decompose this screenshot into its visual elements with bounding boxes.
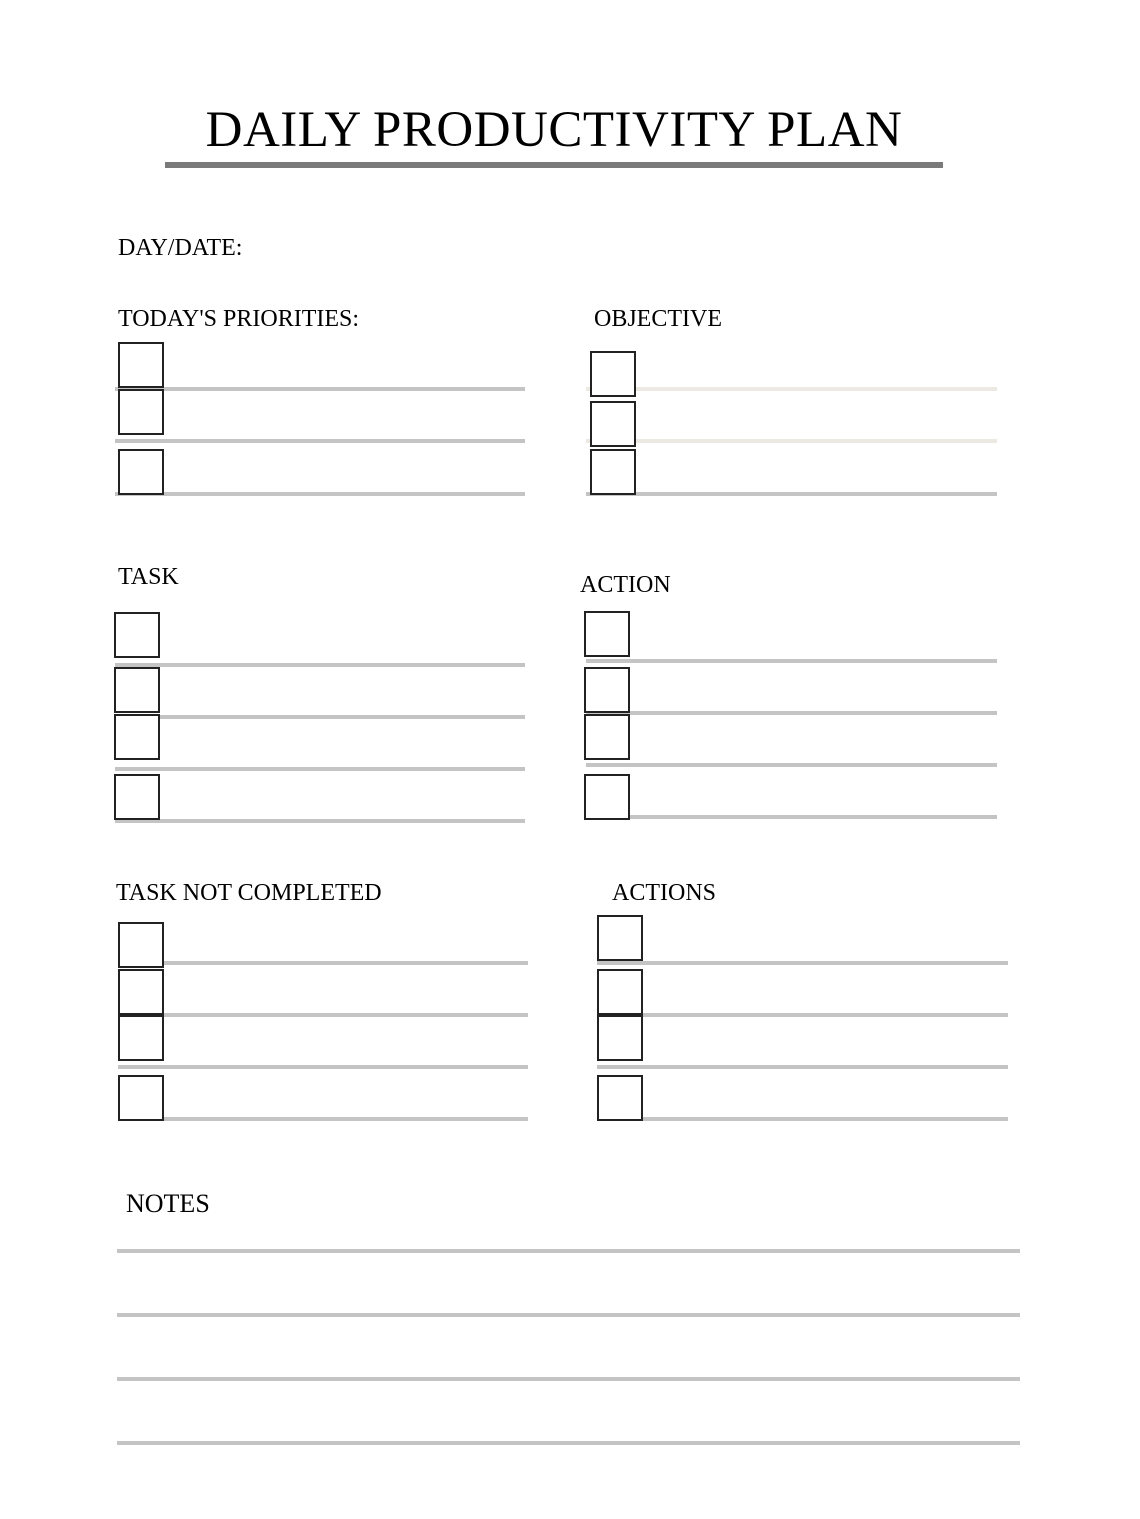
- actions-line-2[interactable]: [597, 1013, 1008, 1017]
- notes-line-3[interactable]: [117, 1377, 1020, 1381]
- action-line-4[interactable]: [586, 815, 997, 819]
- actions-checkbox-4[interactable]: [597, 1075, 643, 1121]
- task-line-2[interactable]: [115, 715, 525, 719]
- objective-checkbox-1[interactable]: [590, 351, 636, 397]
- task-checkbox-1[interactable]: [114, 612, 160, 658]
- task-line-3[interactable]: [115, 767, 525, 771]
- day-date-label: DAY/DATE:: [118, 235, 243, 261]
- action-checkbox-1[interactable]: [584, 611, 630, 657]
- action-checkbox-3[interactable]: [584, 714, 630, 760]
- task-line-4[interactable]: [115, 819, 525, 823]
- actions-checkbox-2[interactable]: [597, 969, 643, 1015]
- task-checkbox-3[interactable]: [114, 714, 160, 760]
- notes-line-4[interactable]: [117, 1441, 1020, 1445]
- task-checkbox-4[interactable]: [114, 774, 160, 820]
- priority-checkbox-2[interactable]: [118, 389, 164, 435]
- task-checkbox-2[interactable]: [114, 667, 160, 713]
- action-line-1[interactable]: [586, 659, 997, 663]
- priorities-label: TODAY'S PRIORITIES:: [118, 306, 360, 332]
- actions-line-1[interactable]: [597, 961, 1008, 965]
- title-underline: [165, 162, 943, 168]
- priority-line-2[interactable]: [115, 439, 525, 443]
- actions-label: ACTIONS: [612, 880, 717, 906]
- actions-line-3[interactable]: [597, 1065, 1008, 1069]
- actions-line-4[interactable]: [597, 1117, 1008, 1121]
- objective-line-1[interactable]: [586, 387, 997, 391]
- task-not-completed-label: TASK NOT COMPLETED: [116, 880, 382, 906]
- notes-line-1[interactable]: [117, 1249, 1020, 1253]
- task-not-completed-line-4[interactable]: [118, 1117, 528, 1121]
- objective-line-2[interactable]: [586, 439, 997, 443]
- task-line-1[interactable]: [115, 663, 525, 667]
- action-label: ACTION: [580, 572, 671, 598]
- priority-line-1[interactable]: [115, 387, 525, 391]
- priority-checkbox-1[interactable]: [118, 342, 164, 388]
- action-checkbox-2[interactable]: [584, 667, 630, 713]
- action-checkbox-4[interactable]: [584, 774, 630, 820]
- action-line-2[interactable]: [586, 711, 997, 715]
- notes-label: NOTES: [126, 1189, 210, 1218]
- objective-line-3[interactable]: [586, 492, 997, 496]
- priority-checkbox-3[interactable]: [118, 449, 164, 495]
- task-not-completed-checkbox-1[interactable]: [118, 922, 164, 968]
- actions-checkbox-3[interactable]: [597, 1015, 643, 1061]
- task-not-completed-checkbox-2[interactable]: [118, 969, 164, 1015]
- task-not-completed-checkbox-4[interactable]: [118, 1075, 164, 1121]
- objective-checkbox-3[interactable]: [590, 449, 636, 495]
- priority-line-3[interactable]: [115, 492, 525, 496]
- objective-label: OBJECTIVE: [594, 306, 722, 332]
- task-not-completed-line-2[interactable]: [118, 1013, 528, 1017]
- objective-checkbox-2[interactable]: [590, 401, 636, 447]
- notes-line-2[interactable]: [117, 1313, 1020, 1317]
- task-not-completed-checkbox-3[interactable]: [118, 1015, 164, 1061]
- task-not-completed-line-1[interactable]: [118, 961, 528, 965]
- task-not-completed-line-3[interactable]: [118, 1065, 528, 1069]
- page-title: DAILY PRODUCTIVITY PLAN: [205, 102, 903, 158]
- task-label: TASK: [118, 564, 179, 590]
- actions-checkbox-1[interactable]: [597, 915, 643, 961]
- action-line-3[interactable]: [586, 763, 997, 767]
